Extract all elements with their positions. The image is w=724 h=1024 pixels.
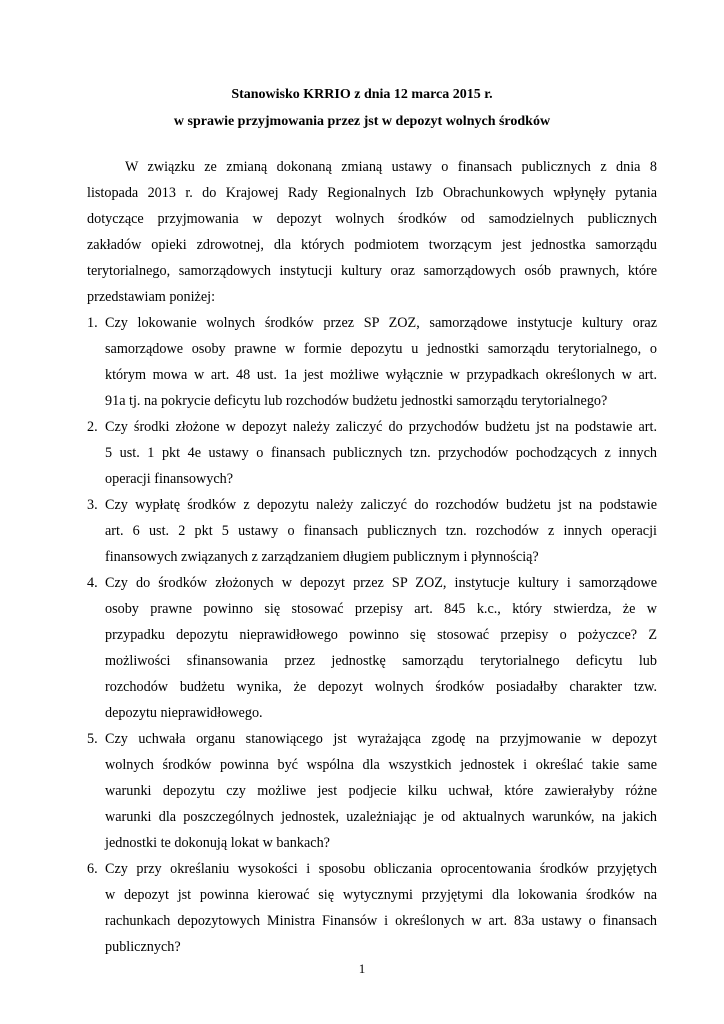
list-item-line: Czy środki złożone w depozyt należy zaliczyć do przychodów budżetu jst na podstawie art. (105, 419, 657, 435)
intro-line: zakładów opieki zdrowotnej, dla których podmiotem tworzącym jest jednostka samorządu (87, 237, 657, 253)
list-number: 3. (87, 497, 98, 513)
list-item-line: wolnych środków powinna być wspólna dla wszystkich jednostek i określać takie same (105, 757, 657, 773)
intro-line: przedstawiam poniżej: (87, 289, 216, 305)
page-number: 1 (358, 961, 366, 976)
document-subtitle: w sprawie przyjmowania przez jst w depozyt wolnych środków (173, 114, 551, 129)
list-item-line: depozytu nieprawidłowego. (105, 705, 263, 721)
list-item-line: osoby prawne powinno się stosować przepisy art. 845 k.c., który stwierdza, że w (105, 601, 657, 617)
list-item-line: samorządowe osoby prawne w formie depozytu u jednostki samorządu terytorialnego, o (105, 341, 657, 357)
list-item-line: rachunkach depozytowych Ministra Finansów i określonych w art. 83a ustawy o finansach (105, 913, 657, 929)
list-item-line: którym mowa w art. 48 ust. 1a jest możliwe wyłącznie w przypadkach określonych w art. (105, 367, 657, 383)
list-number: 4. (87, 575, 98, 591)
intro-line: dotyczące przyjmowania w depozyt wolnych środków od samodzielnych publicznych (87, 211, 657, 227)
list-item-line: Czy wypłatę środków z depozytu należy zaliczyć do rozchodów budżetu jst na podstawie (105, 497, 657, 513)
list-item-line: warunki depozytu czy możliwe jest podjecie kilku uchwał, które zawierałyby różne (105, 783, 657, 799)
list-item-line: finansowych związanych z zarządzaniem długiem publicznym i płynnością? (105, 549, 539, 565)
list-item-line: rozchodów budżetu wynika, że depozyt wolnych środków posiadałby charakter tzw. (105, 679, 657, 695)
list-number: 1. (87, 315, 98, 331)
intro-line: listopada 2013 r. do Krajowej Rady Regionalnych Izb Obrachunkowych wpłynęły pytania (87, 185, 657, 201)
list-item-line: publicznych? (105, 939, 181, 955)
list-item-line: 91a tj. na pokrycie deficytu lub rozchodów budżetu jednostki samorządu terytorialnego? (105, 393, 608, 409)
list-number: 6. (87, 861, 98, 877)
list-item-line: warunki dla poszczególnych jednostek, uzależniając je od aktualnych warunków, na jakich (105, 809, 657, 825)
intro-line: W związku ze zmianą dokonaną zmianą ustawy o finansach publicznych z dnia 8 (125, 159, 657, 175)
document-title: Stanowisko KRRIO z dnia 12 marca 2015 r. (231, 87, 493, 102)
list-item-line: Czy uchwała organu stanowiącego jst wyrażająca zgodę na przyjmowanie w depozyt (105, 731, 657, 747)
list-item-line: w depozyt jst powinna kierować się wytycznymi przyjętymi dla lokowania środków na (105, 887, 657, 903)
list-item-line: Czy przy określaniu wysokości i sposobu obliczania oprocentowania środków przyjętych (105, 861, 657, 877)
list-item-line: przypadku depozytu nieprawidłowego powinno się stosować przepisy o pożyczce? Z (105, 627, 657, 643)
list-number: 2. (87, 419, 98, 435)
list-item-line: art. 6 ust. 2 pkt 5 ustawy o finansach publicznych tzn. rozchodów z innych operacji (105, 523, 657, 539)
list-item-line: Czy do środków złożonych w depozyt przez SP ZOZ, instytucje kultury i samorządowe (105, 575, 657, 591)
list-number: 5. (87, 731, 98, 747)
list-item-line: 5 ust. 1 pkt 4e ustawy o finansach publicznych tzn. przychodów pochodzących z innych (105, 445, 657, 461)
list-item-line: operacji finansowych? (105, 471, 234, 487)
list-item-line: jednostki te dokonują lokat w bankach? (105, 835, 330, 851)
list-item-line: Czy lokowanie wolnych środków przez SP ZOZ, samorządowe instytucje kultury oraz (105, 315, 657, 331)
intro-line: terytorialnego, samorządowych instytucji kultury oraz samorządowych osób prawnych, które (87, 263, 657, 279)
list-item-line: możliwości sfinansowania przez jednostkę samorządu terytorialnego deficytu lub (105, 653, 657, 669)
